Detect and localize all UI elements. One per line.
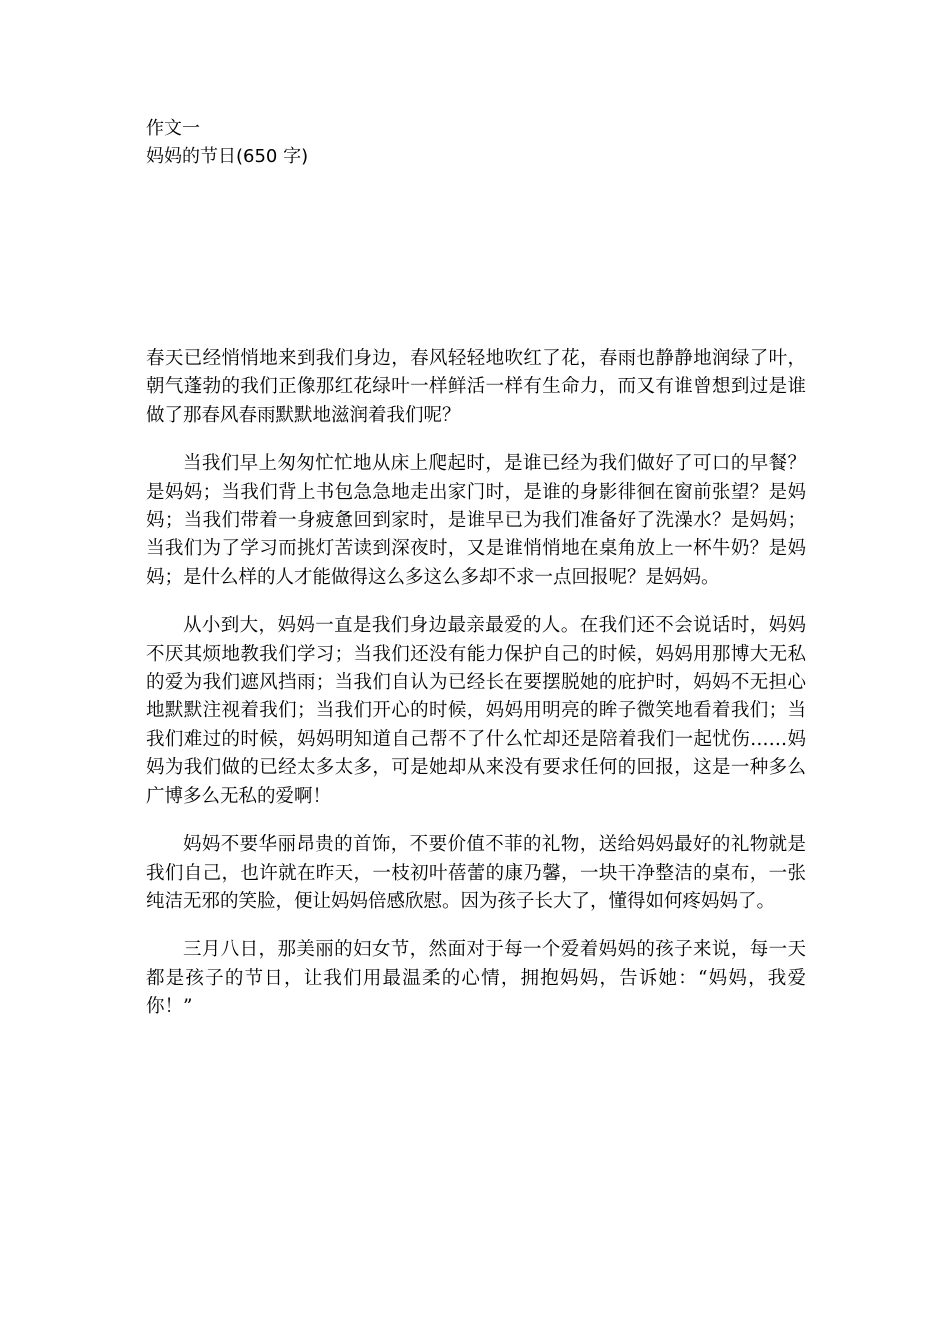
paragraph-2: 当我们早上匆匆忙忙地从床上爬起时，是谁已经为我们做好了可口的早餐？是妈妈；当我们背上书包急急地走出家门时，是谁的身影徘徊在窗前张望？是妈妈；当我们带着一身疲惫回到家时，是谁早已为我们准备好了洗澡水？是妈妈；当我们为了学习而挑灯苦读到深夜时，又是谁悄悄地在桌角放上一杯牛奶？是妈妈；是什么样的人才能做得这么多这么多却不求一点回报呢？是妈妈。 (146, 453, 806, 588)
paragraph-3: 从小到大，妈妈一直是我们身边最亲最爱的人。在我们还不会说话时，妈妈不厌其烦地教我们学习；当我们还没有能力保护自己的时候，妈妈用那博大无私的爱为我们遮风挡雨；当我们自认为已经长在要摆脱她的庇护时，妈妈不无担心地默默注视着我们；当我们开心的时候，妈妈用明亮的眸子微笑地看着我们；当我们难过的时候，妈妈明知道自己帮不了什么忙却还是陪着我们一起忧伤……妈妈为我们做的已经太多太多，可是她却从来没有要求任何的回报，这是一种多么广博多么无私的爱啊！ (146, 615, 806, 807)
document-body (146, 345, 806, 1042)
document-label: 作文一 (146, 118, 200, 139)
paragraph-5: 三月八日，那美丽的妇女节，然面对于每一个爱着妈妈的孩子来说，每一天都是孩子的节日，让我们用最温柔的心情，拥抱妈妈，告诉她：“妈妈，我爱你！” (146, 939, 806, 1018)
paragraph-4: 妈妈不要华丽昂贵的首饰，不要价值不菲的礼物，送给妈妈最好的礼物就是我们自己，也许就在昨天，一枝初叶蓓蕾的康乃馨，一块干净整洁的桌布，一张纯洁无邪的笑脸，便让妈妈倍感欣慰。因为孩子长大了，懂得如何疼妈妈了。 (146, 834, 806, 912)
paragraph-1: 春天已经悄悄地来到我们身边，春风轻轻地吹红了花，春雨也静静地润绿了叶，朝气蓬勃的我们正像那红花绿叶一样鲜活一样有生命力，而又有谁曾想到过是谁做了那春风春雨默默地滋润着我们呢？ (146, 348, 806, 426)
document-title: 妈妈的节日(650 字) (146, 146, 309, 167)
